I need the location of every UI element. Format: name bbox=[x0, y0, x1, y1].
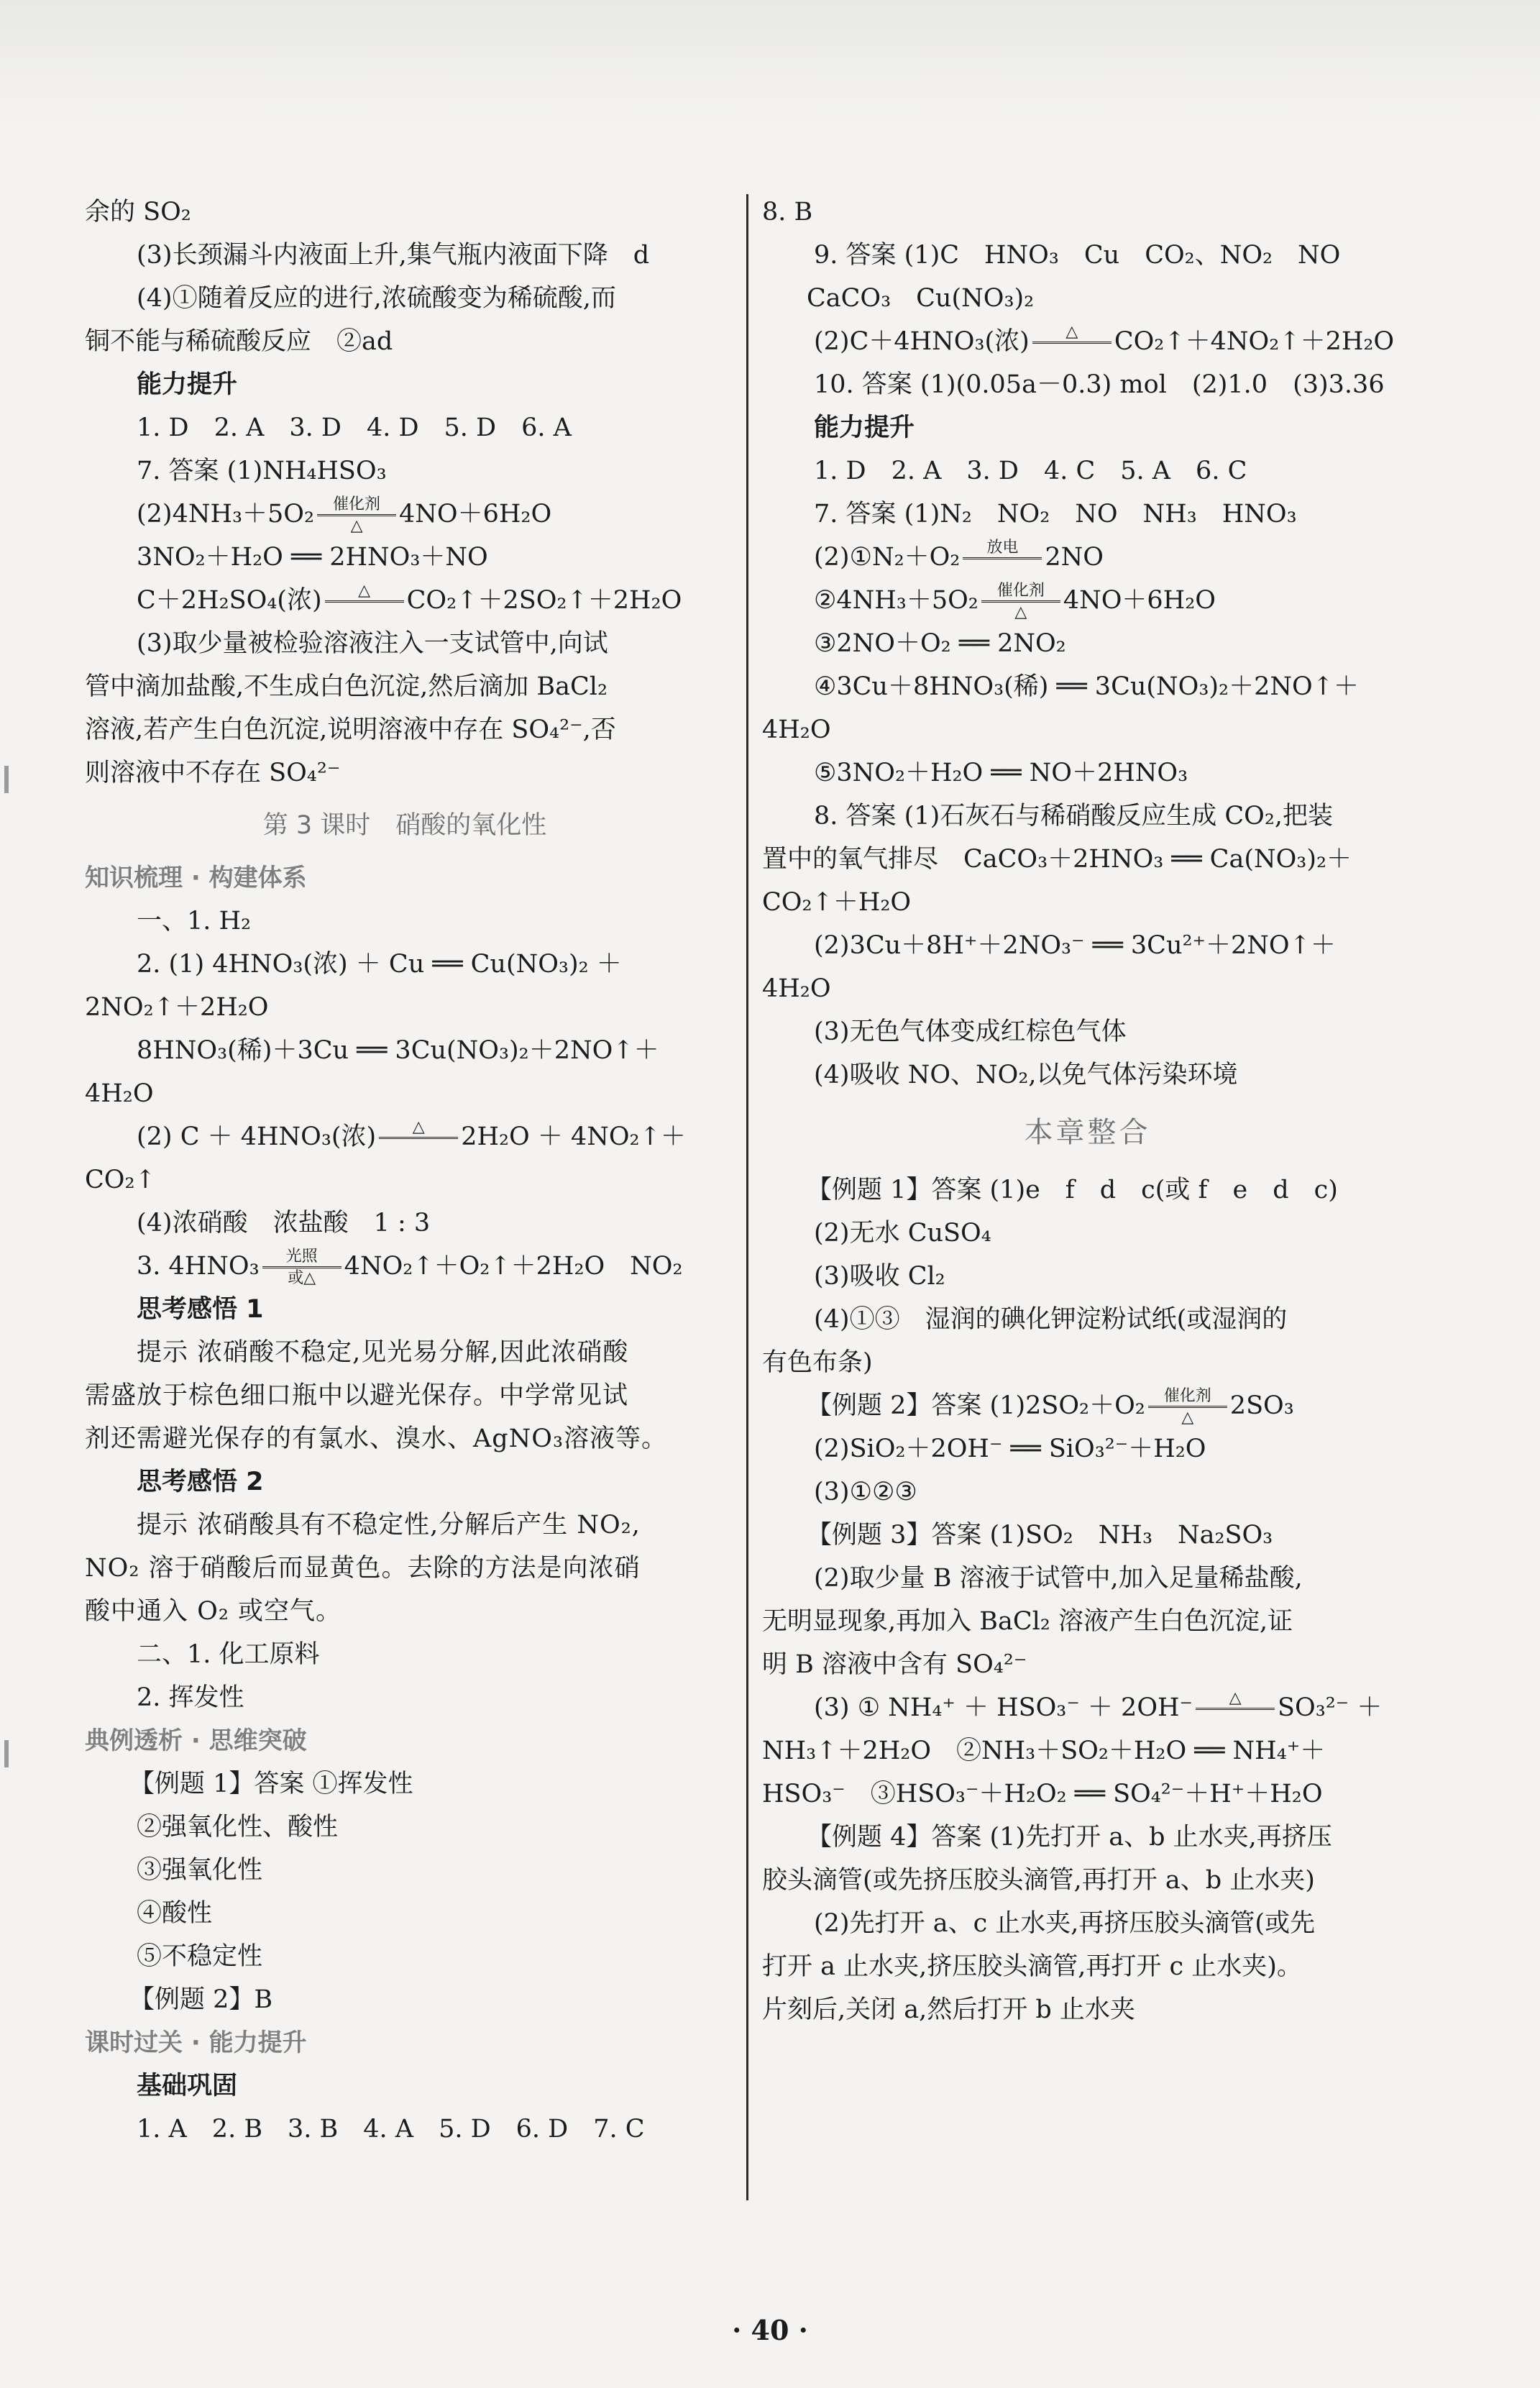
right-line bbox=[762, 795, 1413, 838]
line-text: 【例题 4】答案 (1)先打开 a、b 止水夹,再挤压 bbox=[807, 1823, 1332, 1852]
line-text: 4H₂O bbox=[762, 974, 831, 1003]
line-text: 则溶液中不存在 SO₄²⁻ bbox=[85, 759, 341, 787]
reaction-condition bbox=[963, 539, 1042, 579]
left-line bbox=[85, 1331, 725, 1374]
right-line bbox=[762, 1097, 1413, 1168]
line-text: NH₃↑＋2H₂O ②NH₃＋SO₂＋H₂O ══ NH₄⁺＋ bbox=[762, 1737, 1326, 1765]
line-text: ③强氧化性 bbox=[137, 1856, 263, 1885]
line-text: (3)长颈漏斗内液面上升,集气瓶内液面下降 d bbox=[137, 241, 650, 270]
line-text: (2)先打开 a、c 止水夹,再挤压胶头滴管(或先 bbox=[814, 1909, 1316, 1938]
left-line bbox=[85, 1202, 725, 1245]
scan-top-shadow bbox=[0, 0, 1540, 122]
left-line bbox=[85, 1115, 725, 1158]
right-line bbox=[762, 1686, 1413, 1729]
left-line bbox=[85, 1547, 725, 1590]
right-line bbox=[762, 1298, 1413, 1341]
right-line bbox=[762, 579, 1413, 622]
line-text: (3)吸收 Cl₂ bbox=[814, 1262, 945, 1291]
condition-below bbox=[1196, 1708, 1275, 1729]
line-text: 基础巩固 bbox=[137, 2072, 238, 2100]
left-line bbox=[85, 1633, 725, 1676]
left-line bbox=[85, 1892, 725, 1935]
line-text: 铜不能与稀硫酸反应 ②ad bbox=[85, 327, 393, 356]
condition-above: 光照 bbox=[285, 1247, 318, 1266]
right-line bbox=[762, 1255, 1413, 1298]
line-text: 本章整合 bbox=[1024, 1116, 1151, 1149]
column-divider bbox=[746, 194, 748, 2200]
line-text: 【例题 2】答案 (1)2SO₂＋O₂ bbox=[807, 1391, 1145, 1420]
line-text: 思考感悟 1 bbox=[137, 1295, 264, 1324]
line-text: 片刻后,关闭 a,然后打开 b 止水夹 bbox=[762, 1995, 1135, 2024]
line-text-after: SO₃²⁻ ＋ bbox=[1278, 1693, 1383, 1722]
line-text: 第 3 课时 硝酸的氧化性 bbox=[262, 811, 547, 840]
reaction-condition bbox=[317, 495, 396, 536]
right-line bbox=[762, 665, 1413, 708]
right-line bbox=[762, 1212, 1413, 1255]
line-text: (2)C＋4HNO₃(浓) bbox=[814, 327, 1030, 356]
line-text: (2)3Cu＋8H⁺＋2NO₃⁻ ══ 3Cu²⁺＋2NO↑＋ bbox=[814, 931, 1336, 960]
left-line bbox=[85, 234, 725, 277]
right-line bbox=[762, 1945, 1413, 1988]
left-line bbox=[85, 363, 725, 406]
left-line bbox=[85, 900, 725, 943]
line-text: (2)取少量 B 溶液于试管中,加入足量稀盐酸, bbox=[814, 1564, 1303, 1593]
reaction-condition bbox=[325, 582, 404, 622]
line-text-after: 4NO＋6H₂O bbox=[399, 500, 552, 529]
right-line bbox=[762, 1643, 1413, 1686]
line-text: 有色布条) bbox=[762, 1348, 873, 1377]
line-text: CaCO₃ Cu(NO₃)₂ bbox=[807, 284, 1035, 313]
condition-below bbox=[1032, 342, 1112, 363]
line-text: 【例题 1】答案 ①挥发性 bbox=[129, 1770, 413, 1798]
line-text: 4H₂O bbox=[85, 1079, 154, 1108]
right-line bbox=[762, 277, 1413, 320]
line-text: 提示 浓硝酸不稳定,见光易分解,因此浓硝酸 bbox=[137, 1338, 629, 1367]
condition-below bbox=[379, 1137, 458, 1158]
line-text: (2) C ＋ 4HNO₃(浓) bbox=[137, 1122, 377, 1151]
condition-below bbox=[963, 557, 1042, 579]
left-line bbox=[85, 622, 725, 665]
line-text: (2)SiO₂＋2OH⁻ ══ SiO₃²⁻＋H₂O bbox=[814, 1435, 1206, 1463]
line-text: (2)①N₂＋O₂ bbox=[814, 543, 961, 572]
right-line bbox=[762, 1816, 1413, 1859]
right-line bbox=[762, 751, 1413, 795]
line-text: (4)浓硝酸 浓盐酸 1 : 3 bbox=[137, 1209, 431, 1238]
line-text: 1. D 2. A 3. D 4. D 5. D 6. A bbox=[137, 413, 572, 442]
right-line bbox=[762, 1053, 1413, 1097]
line-text: 8. 答案 (1)石灰石与稀硝酸反应生成 CO₂,把装 bbox=[814, 802, 1333, 831]
line-text: 思考感悟 2 bbox=[137, 1468, 264, 1496]
margin-mark bbox=[4, 1740, 9, 1767]
left-line bbox=[85, 493, 725, 536]
line-text: (3) ① NH₄⁺ ＋ HSO₃⁻ ＋ 2OH⁻ bbox=[814, 1693, 1193, 1722]
right-line bbox=[762, 881, 1413, 924]
line-text: 1. D 2. A 3. D 4. C 5. A 6. C bbox=[814, 457, 1247, 485]
line-text-after: 2SO₃ bbox=[1229, 1391, 1294, 1420]
line-text-after: 2NO bbox=[1045, 543, 1104, 572]
left-line bbox=[85, 191, 725, 234]
reaction-condition bbox=[981, 582, 1060, 622]
left-line bbox=[85, 1504, 725, 1547]
right-line bbox=[762, 1902, 1413, 1945]
left-line bbox=[85, 2021, 725, 2064]
right-line bbox=[762, 234, 1413, 277]
condition-above: 催化剂 bbox=[1163, 1386, 1211, 1405]
line-text: (4)①③ 湿润的碘化钾淀粉试纸(或湿润的 bbox=[814, 1305, 1288, 1334]
line-text: (2)无水 CuSO₄ bbox=[814, 1219, 991, 1248]
left-line bbox=[85, 708, 725, 751]
line-text: (4)①随着反应的进行,浓硫酸变为稀硫酸,而 bbox=[137, 284, 616, 313]
right-line bbox=[762, 1772, 1413, 1816]
line-text: 8HNO₃(稀)＋3Cu ══ 3Cu(NO₃)₂＋2NO↑＋ bbox=[137, 1036, 659, 1065]
right-line bbox=[762, 1427, 1413, 1470]
line-text: 4H₂O bbox=[762, 715, 831, 744]
left-line bbox=[85, 1849, 725, 1892]
left-line bbox=[85, 1158, 725, 1202]
left-line bbox=[85, 1719, 725, 1762]
right-line bbox=[762, 1168, 1413, 1212]
line-text: 3NO₂＋H₂O ══ 2HNO₃＋NO bbox=[137, 543, 488, 572]
line-text-after: CO₂↑＋2SO₂↑＋2H₂O bbox=[406, 586, 682, 615]
line-text: ②强氧化性、酸性 bbox=[137, 1813, 339, 1842]
line-text: 需盛放于棕色细口瓶中以避光保存。中学常见试 bbox=[85, 1381, 629, 1410]
reaction-condition bbox=[1196, 1689, 1275, 1729]
condition-above: △ bbox=[1229, 1688, 1242, 1707]
condition-above: △ bbox=[358, 581, 371, 600]
right-line bbox=[762, 449, 1413, 493]
line-text: 一、1. H₂ bbox=[137, 907, 252, 935]
line-text: (3)取少量被检验溶液注入一支试管中,向试 bbox=[137, 629, 608, 658]
right-line bbox=[762, 1384, 1413, 1427]
line-text: 胶头滴管(或先挤压胶头滴管,再打开 a、b 止水夹) bbox=[762, 1866, 1315, 1895]
line-text-after: 2H₂O ＋ 4NO₂↑＋ bbox=[461, 1122, 686, 1151]
line-text: 1. A 2. B 3. B 4. A 5. D 6. D 7. C bbox=[137, 2115, 645, 2144]
line-text: 【例题 3】答案 (1)SO₂ NH₃ Na₂SO₃ bbox=[807, 1521, 1273, 1550]
line-text: 课时过关 · 能力提升 bbox=[85, 2028, 307, 2057]
right-line bbox=[762, 1010, 1413, 1053]
line-text: 2NO₂↑＋2H₂O bbox=[85, 993, 269, 1022]
line-text: (3)①②③ bbox=[814, 1478, 917, 1506]
line-text: ④酸性 bbox=[137, 1899, 213, 1928]
left-line bbox=[85, 1935, 725, 1978]
line-text: 【例题 2】B bbox=[129, 1985, 273, 2014]
right-line bbox=[762, 1600, 1413, 1643]
left-line bbox=[85, 795, 725, 856]
left-line bbox=[85, 1029, 725, 1072]
line-text: 无明显现象,再加入 BaCl₂ 溶液产生白色沉淀,证 bbox=[762, 1607, 1293, 1636]
line-text: 置中的氧气排尽 CaCO₃＋2HNO₃ ══ Ca(NO₃)₂＋ bbox=[762, 845, 1352, 874]
line-text: CO₂↑＋H₂O bbox=[762, 888, 912, 917]
left-line bbox=[85, 2064, 725, 2108]
left-column bbox=[85, 191, 725, 2151]
line-text: 2. 挥发性 bbox=[137, 1683, 244, 1712]
page-number: · 40 · bbox=[732, 2314, 808, 2346]
right-line bbox=[762, 1341, 1413, 1384]
reaction-condition bbox=[1148, 1387, 1227, 1427]
right-column bbox=[762, 191, 1413, 2031]
line-text: 余的 SO₂ bbox=[85, 198, 191, 227]
left-line bbox=[85, 1762, 725, 1806]
right-line bbox=[762, 191, 1413, 234]
condition-below bbox=[325, 600, 404, 622]
line-text: ②4NH₃＋5O₂ bbox=[814, 586, 978, 615]
right-line bbox=[762, 924, 1413, 967]
line-text: NO₂ 溶于硝酸后而显黄色。去除的方法是向浓硝 bbox=[85, 1554, 641, 1583]
condition-above: 催化剂 bbox=[996, 581, 1045, 600]
condition-below: △ bbox=[1148, 1406, 1227, 1427]
left-line bbox=[85, 1288, 725, 1331]
line-text: 9. 答案 (1)C HNO₃ Cu CO₂、NO₂ NO bbox=[814, 241, 1341, 270]
line-text: 【例题 1】答案 (1)e f d c(或 f e d c) bbox=[807, 1176, 1338, 1204]
left-line bbox=[85, 986, 725, 1029]
condition-below: 或△ bbox=[262, 1266, 342, 1288]
margin-mark bbox=[4, 766, 9, 793]
left-line bbox=[85, 2108, 725, 2151]
right-line bbox=[762, 493, 1413, 536]
left-line bbox=[85, 1806, 725, 1849]
line-text: 酸中通入 O₂ 或空气。 bbox=[85, 1597, 342, 1626]
right-line bbox=[762, 622, 1413, 665]
right-line bbox=[762, 1859, 1413, 1902]
right-line bbox=[762, 1557, 1413, 1600]
line-text: 2. (1) 4HNO₃(浓) ＋ Cu ══ Cu(NO₃)₂ ＋ bbox=[137, 950, 622, 979]
left-line bbox=[85, 579, 725, 622]
line-text: ⑤不稳定性 bbox=[137, 1942, 263, 1971]
condition-above: 催化剂 bbox=[333, 495, 381, 513]
right-line bbox=[762, 708, 1413, 751]
right-line bbox=[762, 363, 1413, 406]
line-text-after: 4NO₂↑＋O₂↑＋2H₂O NO₂ bbox=[344, 1252, 683, 1281]
line-text: CO₂↑ bbox=[85, 1166, 156, 1194]
left-line bbox=[85, 277, 725, 320]
reaction-condition bbox=[1032, 323, 1112, 363]
condition-above: 放电 bbox=[986, 538, 1019, 557]
condition-below: △ bbox=[981, 600, 1060, 622]
left-line bbox=[85, 1460, 725, 1504]
line-text: ④3Cu＋8HNO₃(稀) ══ 3Cu(NO₃)₂＋2NO↑＋ bbox=[814, 672, 1360, 701]
line-text: 7. 答案 (1)N₂ NO₂ NO NH₃ HNO₃ bbox=[814, 500, 1297, 529]
line-text: (4)吸收 NO、NO₂,以免气体污染环境 bbox=[814, 1061, 1238, 1089]
left-line bbox=[85, 1245, 725, 1288]
right-line bbox=[762, 1729, 1413, 1772]
line-text: HSO₃⁻ ③HSO₃⁻＋H₂O₂ ══ SO₄²⁻＋H⁺＋H₂O bbox=[762, 1780, 1323, 1808]
line-text: 溶液,若产生白色沉淀,说明溶液中存在 SO₄²⁻,否 bbox=[85, 715, 616, 744]
right-line bbox=[762, 536, 1413, 579]
line-text: 打开 a 止水夹,挤压胶头滴管,再打开 c 止水夹)。 bbox=[762, 1952, 1302, 1981]
right-line bbox=[762, 1514, 1413, 1557]
line-text: 管中滴加盐酸,不生成白色沉淀,然后滴加 BaCl₂ bbox=[85, 672, 608, 701]
left-line bbox=[85, 1374, 725, 1417]
condition-above: △ bbox=[412, 1117, 425, 1136]
left-line bbox=[85, 1978, 725, 2021]
right-line bbox=[762, 1988, 1413, 2031]
left-line bbox=[85, 943, 725, 986]
line-text: (3)无色气体变成红棕色气体 bbox=[814, 1017, 1127, 1046]
right-line bbox=[762, 406, 1413, 449]
line-text: 剂还需避光保存的有氯水、溴水、AgNO₃溶液等。 bbox=[85, 1424, 668, 1453]
condition-below: △ bbox=[317, 514, 396, 536]
line-text: 二、1. 化工原料 bbox=[137, 1640, 320, 1669]
left-line bbox=[85, 536, 725, 579]
right-line bbox=[762, 320, 1413, 363]
right-line bbox=[762, 1470, 1413, 1514]
line-text: 10. 答案 (1)(0.05a－0.3) mol (2)1.0 (3)3.36 bbox=[814, 370, 1385, 399]
line-text: 典例透析 · 思维突破 bbox=[85, 1726, 307, 1755]
left-line bbox=[85, 751, 725, 795]
left-line bbox=[85, 449, 725, 493]
left-line bbox=[85, 1072, 725, 1115]
reaction-condition bbox=[262, 1248, 342, 1288]
right-line bbox=[762, 967, 1413, 1010]
line-text: 7. 答案 (1)NH₄HSO₃ bbox=[137, 457, 387, 485]
left-line bbox=[85, 406, 725, 449]
line-text: C＋2H₂SO₄(浓) bbox=[137, 586, 322, 615]
left-line bbox=[85, 1590, 725, 1633]
line-text: 能力提升 bbox=[814, 413, 915, 442]
line-text: 8. B bbox=[762, 198, 813, 227]
left-line bbox=[85, 856, 725, 900]
left-line bbox=[85, 320, 725, 363]
condition-above: △ bbox=[1065, 322, 1078, 341]
line-text: 3. 4HNO₃ bbox=[137, 1252, 260, 1281]
line-text: (2)4NH₃＋5O₂ bbox=[137, 500, 315, 529]
line-text-after: 4NO＋6H₂O bbox=[1063, 586, 1216, 615]
line-text: 知识梳理 · 构建体系 bbox=[85, 864, 307, 892]
line-text: 明 B 溶液中含有 SO₄²⁻ bbox=[762, 1650, 1027, 1679]
line-text-after: CO₂↑＋4NO₂↑＋2H₂O bbox=[1114, 327, 1395, 356]
line-text: ③2NO＋O₂ ══ 2NO₂ bbox=[814, 629, 1066, 658]
right-line bbox=[762, 838, 1413, 881]
left-line bbox=[85, 1676, 725, 1719]
line-text: 提示 浓硝酸具有不稳定性,分解后产生 NO₂, bbox=[137, 1511, 641, 1540]
left-line bbox=[85, 1417, 725, 1460]
line-text: 能力提升 bbox=[137, 370, 238, 399]
left-line bbox=[85, 665, 725, 708]
line-text: ⑤3NO₂＋H₂O ══ NO＋2HNO₃ bbox=[814, 759, 1188, 787]
reaction-condition bbox=[379, 1118, 458, 1158]
